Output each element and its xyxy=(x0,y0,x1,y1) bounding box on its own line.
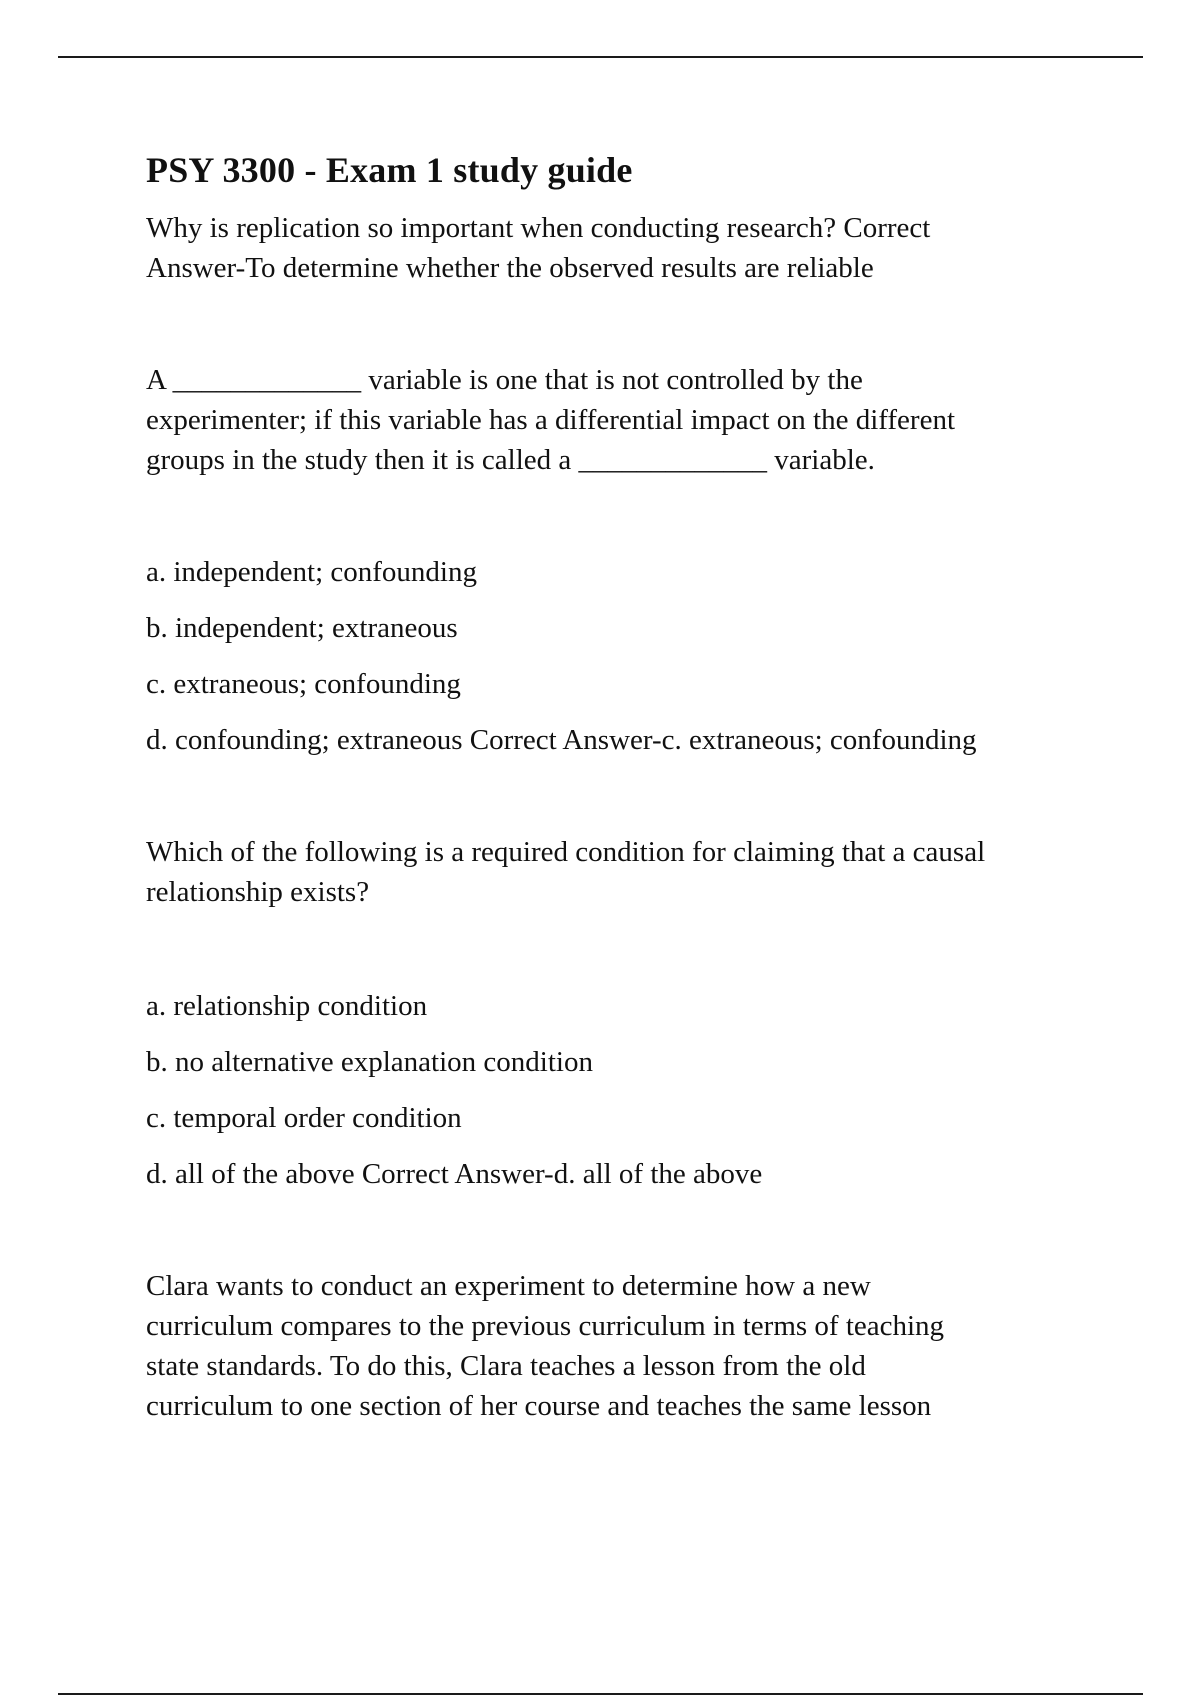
bottom-divider xyxy=(58,1693,1143,1695)
question-2 xyxy=(146,360,1096,480)
top-divider xyxy=(58,56,1143,58)
question-line: curriculum compares to the previous curriculum in terms of teaching xyxy=(146,1310,945,1342)
question-line: Why is replication so important when conducting research? Correct xyxy=(146,212,931,244)
question-line: curriculum to one section of her course and teaches the same lesson xyxy=(146,1390,932,1422)
answer-option: c. temporal order condition xyxy=(146,1102,462,1134)
document-body xyxy=(146,140,1096,1426)
question-4 xyxy=(146,1266,1096,1426)
answer-option: b. independent; extraneous xyxy=(146,612,458,644)
question-line: relationship exists? xyxy=(146,876,370,908)
document-title: PSY 3300 - Exam 1 study guide xyxy=(146,150,633,190)
question-line: state standards. To do this, Clara teaches a lesson from the old xyxy=(146,1350,866,1382)
answer-option: b. no alternative explanation condition xyxy=(146,1046,593,1078)
question-line: experimenter; if this variable has a differential impact on the different xyxy=(146,404,955,436)
answer-option: d. all of the above Correct Answer-d. all of the above xyxy=(146,1158,763,1190)
question-line: Clara wants to conduct an experiment to determine how a new xyxy=(146,1270,871,1302)
question-1 xyxy=(146,208,1096,288)
question-line: Which of the following is a required condition for claiming that a causal xyxy=(146,836,986,868)
question-line: groups in the study then it is called a _____________ variable. xyxy=(146,444,875,476)
question-3 xyxy=(146,832,1096,912)
answer-option: d. confounding; extraneous Correct Answer-c. extraneous; confounding xyxy=(146,724,977,756)
question-line: A _____________ variable is one that is not controlled by the xyxy=(146,364,863,396)
question-line: Answer-To determine whether the observed results are reliable xyxy=(146,252,874,284)
answer-option: a. independent; confounding xyxy=(146,556,477,588)
answer-option: c. extraneous; confounding xyxy=(146,668,461,700)
question-2-options xyxy=(146,552,1096,760)
answer-option: a. relationship condition xyxy=(146,990,428,1022)
question-3-options xyxy=(146,986,1096,1194)
